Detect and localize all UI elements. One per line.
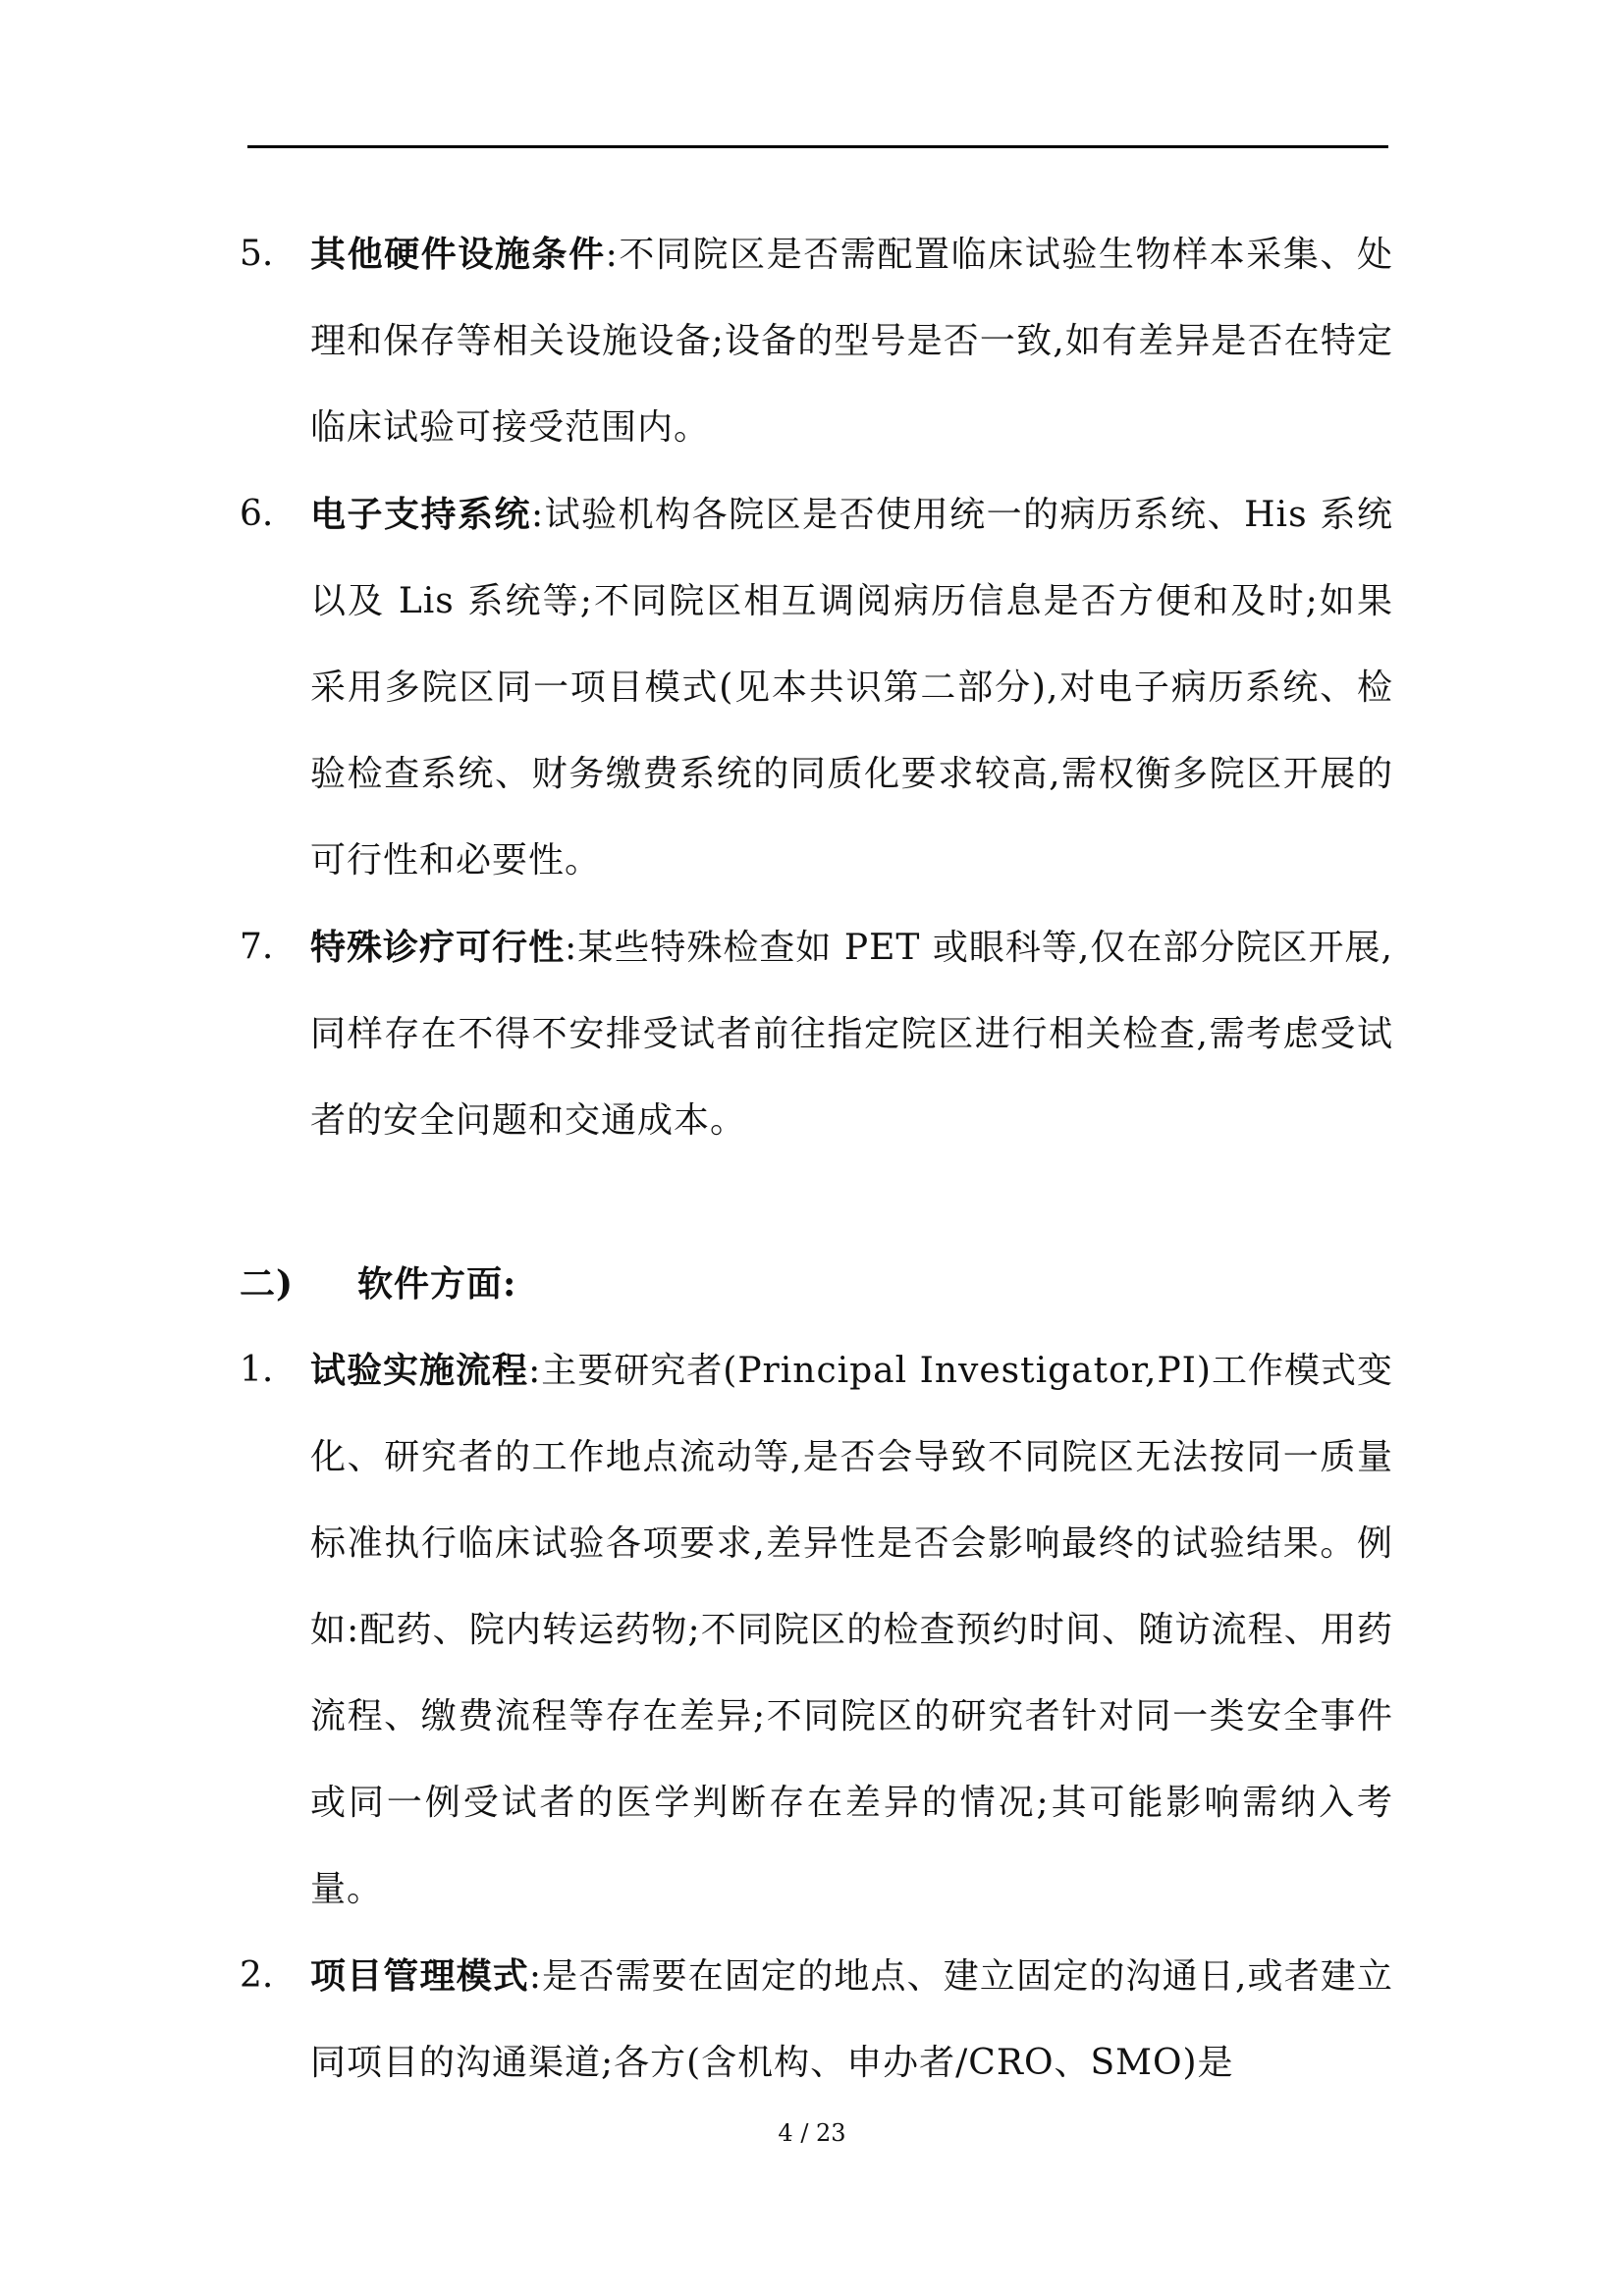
list-item-2 [240, 1933, 1393, 2107]
item-number: 6. [240, 494, 274, 534]
section-heading [240, 1241, 1393, 1327]
item-heading: 其他硬件设施条件 [310, 234, 606, 275]
item-body [310, 211, 1393, 471]
item-text: :主要研究者(Principal Investigator,PI)工作模式变化、研究者的工作地点流动等,是否会导致不同院区无法按同一质量标准执行临床试验各项要求,差异性是否会影响最终的试验结果。例如:配药、院内转运药物;不同院区的检查预约时间、随访流程、用药流程、缴费流程等存在差异;不同院区的研究者针对同一类安全事件或同一例受试者的医学判断存在差异的情况;其可能影响需纳入考量。 [310, 1351, 1393, 1909]
item-body [310, 471, 1393, 904]
item-number: 2. [240, 1955, 274, 1996]
item-text: :不同院区是否需配置临床试验生物样本采集、处理和保存等相关设施设备;设备的型号是否一致,如有差异是否在特定临床试验可接受范围内。 [310, 235, 1393, 448]
item-heading: 试验实施流程 [310, 1350, 529, 1391]
section-spacer [240, 1164, 1393, 1241]
list-item-5 [240, 211, 1393, 471]
list-item-1 [240, 1327, 1393, 1933]
item-number: 1. [240, 1350, 274, 1390]
item-heading: 特殊诊疗可行性 [310, 927, 566, 968]
item-body [310, 904, 1393, 1164]
section-title: 软件方面: [357, 1263, 517, 1305]
item-number: 5. [240, 234, 274, 274]
item-heading: 电子支持系统 [310, 494, 532, 535]
list-item-7 [240, 904, 1393, 1164]
header-rule [247, 145, 1388, 148]
item-text: :某些特殊检查如 PET 或眼科等,仅在部分院区开展,同样存在不得不安排受试者前往指定院区进行相关检查,需考虑受试者的安全问题和交通成本。 [310, 928, 1393, 1141]
list-item-6 [240, 471, 1393, 904]
page-number: 4 / 23 [778, 2119, 846, 2147]
item-body [310, 1327, 1393, 1933]
item-text: :试验机构各院区是否使用统一的病历系统、His 系统以及 Lis 系统等;不同院区相互调阅病历信息是否方便和及时;如果采用多院区同一项目模式(见本共识第二部分),对电子病历系统、检验检查系统、财务缴费系统的同质化要求较高,需权衡多院区开展的可行性和必要性。 [310, 495, 1393, 881]
item-text: :是否需要在固定的地点、建立固定的沟通日,或者建立同项目的沟通渠道;各方(含机构、申办者/CRO、SMO)是 [310, 1956, 1393, 2083]
item-heading: 项目管理模式 [310, 1955, 529, 1997]
item-body [310, 1933, 1393, 2107]
item-number: 7. [240, 927, 274, 967]
section-number: 二) [240, 1263, 295, 1305]
document-body [240, 211, 1393, 2107]
